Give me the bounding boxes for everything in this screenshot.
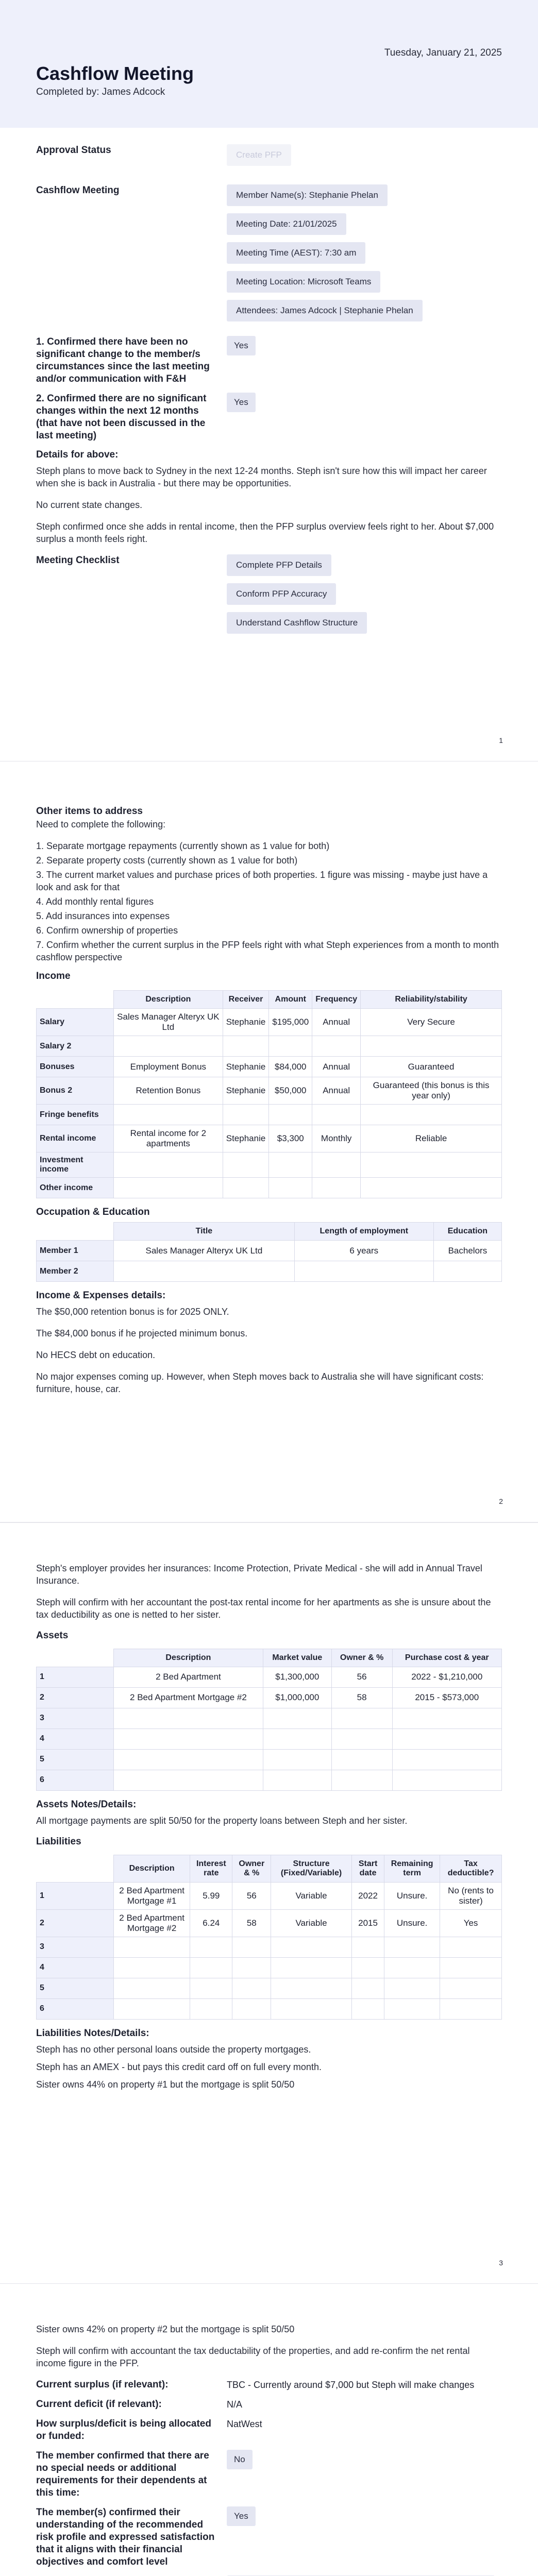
table-cell: Variable bbox=[271, 1909, 352, 1937]
table-cell bbox=[271, 1998, 352, 2019]
table-cell: $1,300,000 bbox=[263, 1667, 331, 1687]
liabilities-notes-para-1: Steph has no other personal loans outside the property mortgages. bbox=[36, 2044, 311, 2055]
table-cell bbox=[384, 1978, 440, 1998]
liabilities-heading: Liabilities bbox=[36, 1836, 81, 1847]
other-items-heading: Other items to address bbox=[36, 806, 143, 817]
table-cell bbox=[384, 1957, 440, 1978]
column-header: Education bbox=[433, 1223, 501, 1241]
income-notes-heading: Income & Expenses details: bbox=[36, 1290, 166, 1301]
column-header: Description bbox=[114, 1855, 190, 1882]
table-cell: 2015 bbox=[352, 1909, 384, 1937]
row-label: 1 bbox=[37, 1667, 114, 1687]
table-cell bbox=[361, 1178, 502, 1198]
table-cell bbox=[269, 1105, 312, 1125]
risk-confirm-value: Yes bbox=[227, 2506, 256, 2526]
column-header: Length of employment bbox=[294, 1223, 433, 1241]
table-cell: 5.99 bbox=[190, 1882, 232, 1909]
list-item: 5. Add insurances into expenses bbox=[36, 911, 170, 922]
table-cell: Bachelors bbox=[433, 1241, 501, 1261]
table-cell: 6 years bbox=[294, 1241, 433, 1261]
table-cell bbox=[352, 1957, 384, 1978]
liabilities-notes-para-3: Sister owns 44% on property #1 but the mortgage is split 50/50 bbox=[36, 2079, 295, 2090]
page-2 bbox=[0, 761, 538, 1522]
approval-status-value: Create PFP bbox=[227, 144, 291, 166]
row-label: Investment income bbox=[37, 1153, 114, 1178]
table-cell bbox=[190, 1998, 232, 2019]
sister-ownership-note: Sister owns 42% on property #2 but the mortgage is split 50/50 bbox=[36, 2324, 295, 2334]
page-title: Cashflow Meeting bbox=[36, 63, 194, 84]
table-cell: 56 bbox=[331, 1667, 392, 1687]
assets-rows bbox=[37, 1667, 502, 1790]
current-surplus-label: Current surplus (if relevant): bbox=[36, 2379, 169, 2390]
table-cell bbox=[440, 1957, 502, 1978]
cashflow-meeting-label: Cashflow Meeting bbox=[36, 185, 120, 196]
table-cell bbox=[263, 1770, 331, 1790]
meeting-checklist-label: Meeting Checklist bbox=[36, 555, 120, 566]
list-item: 7. Confirm whether the current surplus in the PFP feels right with what Steph experiences from a month to month cashflow perspective bbox=[36, 940, 499, 963]
table-cell bbox=[114, 1749, 263, 1770]
table-cell: 2022 bbox=[352, 1882, 384, 1909]
column-header: Title bbox=[114, 1223, 295, 1241]
column-header: Remaining term bbox=[384, 1855, 440, 1882]
table-cell bbox=[392, 1749, 501, 1770]
page-3 bbox=[0, 1522, 538, 2283]
table-cell: Stephanie bbox=[223, 1057, 269, 1077]
accountant-note: Steph will confirm with accountant the tax deductability of the properties, and add re-confirm the net rental income figure in the PFP. bbox=[36, 2345, 470, 2368]
table-cell bbox=[223, 1036, 269, 1057]
list-item: 3. The current market values and purchase prices of both properties. 1 figure was missing - maybe just have a look and ask for that bbox=[36, 870, 488, 893]
table-row bbox=[37, 1077, 502, 1105]
table-cell: $3,300 bbox=[269, 1125, 312, 1153]
row-label: Salary 2 bbox=[37, 1036, 114, 1057]
table-row bbox=[37, 1708, 502, 1728]
table-cell: Reliable bbox=[361, 1125, 502, 1153]
income-notes-para-1: The $50,000 retention bonus is for 2025 ONLY. bbox=[36, 1307, 229, 1317]
table-cell: No (rents to sister) bbox=[440, 1882, 502, 1909]
table-cell: $50,000 bbox=[269, 1077, 312, 1105]
table-cell bbox=[294, 1261, 433, 1282]
column-header: Amount bbox=[269, 991, 312, 1009]
checklist-item-cashflow-structure: Understand Cashflow Structure bbox=[227, 612, 367, 634]
table-cell: Stephanie bbox=[223, 1125, 269, 1153]
table-cell bbox=[384, 1937, 440, 1957]
liabilities-table bbox=[36, 1855, 502, 2020]
column-header: Owner & % bbox=[331, 1649, 392, 1667]
table-cell bbox=[361, 1105, 502, 1125]
table-cell bbox=[114, 1728, 263, 1749]
meeting-attendees: Attendees: James Adcock | Stephanie Phelan bbox=[227, 300, 423, 321]
page-number: 3 bbox=[499, 2258, 503, 2267]
table-corner bbox=[37, 1223, 114, 1241]
table-cell: Unsure. bbox=[384, 1882, 440, 1909]
details-para-1: Steph plans to move back to Sydney in the next 12-24 months. Steph isn't sure how this will impact her career when she is back in Australia - but there may be opportunities. bbox=[36, 466, 487, 488]
details-heading: Details for above: bbox=[36, 449, 119, 460]
table-corner bbox=[37, 1855, 114, 1882]
row-label: 4 bbox=[37, 1957, 114, 1978]
table-cell bbox=[232, 1937, 271, 1957]
column-header: Interest rate bbox=[190, 1855, 232, 1882]
allocation-label: How surplus/deficit is being allocated or funded: bbox=[36, 2418, 211, 2442]
assets-heading: Assets bbox=[36, 1630, 69, 1641]
row-label: Fringe benefits bbox=[37, 1105, 114, 1125]
page-number: 1 bbox=[499, 736, 503, 744]
row-label: 4 bbox=[37, 1728, 114, 1749]
row-label: 6 bbox=[37, 1998, 114, 2019]
income-heading: Income bbox=[36, 971, 71, 982]
table-cell bbox=[232, 1978, 271, 1998]
table-row bbox=[37, 1057, 502, 1077]
rental-income-note: Steph will confirm with her accountant the post-tax rental income for her apartments as she is unsure about the tax deductibility as one is netted to her sister. bbox=[36, 1597, 491, 1620]
question-1-label: 1. Confirmed there have been no significant change to the member/s circumstances since the last meeting and/or communication with F&H bbox=[36, 336, 210, 384]
cashflow-meeting-items bbox=[227, 184, 502, 329]
table-cell bbox=[361, 1036, 502, 1057]
table-cell: Annual bbox=[312, 1057, 361, 1077]
table-row bbox=[37, 1770, 502, 1790]
table-cell bbox=[114, 1178, 223, 1198]
table-row bbox=[37, 1667, 502, 1687]
table-cell: 2022 - $1,210,000 bbox=[392, 1667, 501, 1687]
column-header: Start date bbox=[352, 1855, 384, 1882]
row-label: Rental income bbox=[37, 1125, 114, 1153]
current-deficit-value: N/A bbox=[227, 2399, 243, 2410]
column-header: Owner & % bbox=[232, 1855, 271, 1882]
table-row bbox=[37, 1241, 502, 1261]
liabilities-notes-heading: Liabilities Notes/Details: bbox=[36, 2027, 149, 2039]
checklist-item-pfp-accuracy: Conform PFP Accuracy bbox=[227, 583, 336, 605]
list-item: 2. Separate property costs (currently shown as 1 value for both) bbox=[36, 855, 298, 866]
row-label: Member 2 bbox=[37, 1261, 114, 1282]
table-cell bbox=[223, 1178, 269, 1198]
table-corner bbox=[37, 991, 114, 1009]
table-row bbox=[37, 1125, 502, 1153]
table-cell: Annual bbox=[312, 1077, 361, 1105]
table-cell bbox=[269, 1178, 312, 1198]
table-cell bbox=[271, 1937, 352, 1957]
income-notes-para-4: No major expenses coming up. However, when Steph moves back to Australia she will have significant costs: furniture, house, car. bbox=[36, 1371, 484, 1395]
column-header: Frequency bbox=[312, 991, 361, 1009]
assets-table bbox=[36, 1649, 502, 1791]
dependants-label: The member confirmed that there are no special needs or additional requirements for their dependents at this time: bbox=[36, 2450, 209, 2498]
table-row bbox=[37, 1937, 502, 1957]
table-cell: Sales Manager Alteryx UK Ltd bbox=[114, 1009, 223, 1036]
list-item: 6. Confirm ownership of properties bbox=[36, 925, 178, 936]
table-cell: 2 Bed Apartment Mortgage #2 bbox=[114, 1687, 263, 1708]
table-cell bbox=[232, 1998, 271, 2019]
table-row bbox=[37, 1882, 502, 1909]
table-cell bbox=[312, 1178, 361, 1198]
table-cell bbox=[271, 1957, 352, 1978]
current-deficit-label: Current deficit (if relevant): bbox=[36, 2398, 162, 2410]
table-row bbox=[37, 1728, 502, 1749]
table-cell: Guaranteed bbox=[361, 1057, 502, 1077]
table-cell bbox=[361, 1153, 502, 1178]
table-cell bbox=[269, 1153, 312, 1178]
table-cell bbox=[114, 1261, 295, 1282]
column-header: Reliability/stability bbox=[361, 991, 502, 1009]
table-row bbox=[37, 1261, 502, 1282]
occupation-rows bbox=[37, 1241, 502, 1282]
income-rows bbox=[37, 1009, 502, 1198]
table-cell: 2015 - $573,000 bbox=[392, 1687, 501, 1708]
checklist-item-pfp-details: Complete PFP Details bbox=[227, 554, 331, 576]
row-label: 3 bbox=[37, 1708, 114, 1728]
table-cell bbox=[331, 1770, 392, 1790]
table-cell: Unsure. bbox=[384, 1909, 440, 1937]
table-cell bbox=[263, 1749, 331, 1770]
table-cell bbox=[114, 1708, 263, 1728]
table-row bbox=[37, 1009, 502, 1036]
row-label: 2 bbox=[37, 1909, 114, 1937]
report-header bbox=[0, 0, 538, 128]
table-cell: $84,000 bbox=[269, 1057, 312, 1077]
table-row bbox=[37, 1909, 502, 1937]
table-row bbox=[37, 1036, 502, 1057]
row-label: 5 bbox=[37, 1749, 114, 1770]
table-row bbox=[37, 1978, 502, 1998]
assets-notes-para: All mortgage payments are split 50/50 for the property loans between Steph and her sister. bbox=[36, 1815, 408, 1826]
table-cell bbox=[352, 1998, 384, 2019]
insurance-note: Steph's employer provides her insurances: Income Protection, Private Medical - she will add in Annual Travel Insurance. bbox=[36, 1563, 482, 1586]
table-cell bbox=[312, 1105, 361, 1125]
details-para-3: Steph confirmed once she adds in rental income, then the PFP surplus overview feels right to her. About $7,000 surplus a month feels right. bbox=[36, 521, 494, 544]
row-label: 3 bbox=[37, 1937, 114, 1957]
dependants-value: No bbox=[227, 2450, 253, 2469]
table-cell bbox=[190, 1978, 232, 1998]
table-cell: $1,000,000 bbox=[263, 1687, 331, 1708]
table-cell bbox=[114, 1036, 223, 1057]
table-cell bbox=[263, 1728, 331, 1749]
column-header: Purchase cost & year bbox=[392, 1649, 501, 1667]
table-row bbox=[37, 1178, 502, 1198]
column-header: Structure (Fixed/Variable) bbox=[271, 1855, 352, 1882]
table-header-row bbox=[37, 1223, 502, 1241]
table-cell bbox=[269, 1036, 312, 1057]
table-cell: 58 bbox=[331, 1687, 392, 1708]
column-header: Description bbox=[114, 991, 223, 1009]
completed-by: Completed by: James Adcock bbox=[36, 87, 165, 97]
table-cell bbox=[114, 1153, 223, 1178]
table-cell: 2 Bed Apartment Mortgage #1 bbox=[114, 1882, 190, 1909]
meeting-date: Meeting Date: 21/01/2025 bbox=[227, 213, 346, 235]
table-cell bbox=[114, 1998, 190, 2019]
table-cell bbox=[263, 1708, 331, 1728]
table-cell bbox=[114, 1105, 223, 1125]
meeting-time: Meeting Time (AEST): 7:30 am bbox=[227, 242, 365, 264]
allocation-value: NatWest bbox=[227, 2418, 262, 2429]
table-cell bbox=[114, 1978, 190, 1998]
meeting-location: Meeting Location: Microsoft Teams bbox=[227, 271, 380, 293]
table-header-row bbox=[37, 1855, 502, 1882]
question-2-value: Yes bbox=[227, 393, 256, 412]
table-cell bbox=[440, 1998, 502, 2019]
table-cell bbox=[223, 1153, 269, 1178]
table-cell: Very Secure bbox=[361, 1009, 502, 1036]
income-notes-para-2: The $84,000 bonus if he projected minimum bonus. bbox=[36, 1328, 248, 1339]
table-row bbox=[37, 1749, 502, 1770]
table-cell bbox=[312, 1153, 361, 1178]
table-cell bbox=[312, 1036, 361, 1057]
table-cell: 58 bbox=[232, 1909, 271, 1937]
table-cell bbox=[114, 1957, 190, 1978]
page-4 bbox=[0, 2283, 538, 2576]
table-cell bbox=[331, 1708, 392, 1728]
question-2-label: 2. Confirmed there are no significant changes within the next 12 months (that have not been discussed in the last meeting) bbox=[36, 393, 207, 441]
table-cell bbox=[440, 1937, 502, 1957]
details-para-2: No current state changes. bbox=[36, 500, 143, 510]
column-header: Market value bbox=[263, 1649, 331, 1667]
row-label: Bonuses bbox=[37, 1057, 114, 1077]
occupation-heading: Occupation & Education bbox=[36, 1207, 150, 1218]
table-cell: Stephanie bbox=[223, 1009, 269, 1036]
table-cell: Yes bbox=[440, 1909, 502, 1937]
approval-status-label: Approval Status bbox=[36, 145, 111, 156]
row-label: Member 1 bbox=[37, 1241, 114, 1261]
table-cell bbox=[190, 1937, 232, 1957]
table-cell bbox=[352, 1978, 384, 1998]
table-cell: Retention Bonus bbox=[114, 1077, 223, 1105]
row-label: 6 bbox=[37, 1770, 114, 1790]
row-label: 1 bbox=[37, 1882, 114, 1909]
page-1 bbox=[0, 0, 538, 761]
meeting-member-names: Member Name(s): Stephanie Phelan bbox=[227, 184, 388, 206]
assets-notes-heading: Assets Notes/Details: bbox=[36, 1799, 137, 1810]
table-header-row bbox=[37, 1649, 502, 1667]
table-row bbox=[37, 1105, 502, 1125]
row-label: 5 bbox=[37, 1978, 114, 1998]
report-date: Tuesday, January 21, 2025 bbox=[384, 47, 502, 58]
table-cell: 56 bbox=[232, 1882, 271, 1909]
other-items-intro: Need to complete the following: bbox=[36, 819, 166, 830]
list-item: 1. Separate mortgage repayments (currently shown as 1 value for both) bbox=[36, 841, 330, 852]
table-row bbox=[37, 1153, 502, 1178]
table-cell bbox=[392, 1728, 501, 1749]
table-cell: Stephanie bbox=[223, 1077, 269, 1105]
table-cell bbox=[392, 1708, 501, 1728]
table-cell: Guaranteed (this bonus is this year only) bbox=[361, 1077, 502, 1105]
row-label: Bonus 2 bbox=[37, 1077, 114, 1105]
table-corner bbox=[37, 1649, 114, 1667]
table-cell bbox=[114, 1770, 263, 1790]
question-1-value: Yes bbox=[227, 336, 256, 355]
table-cell bbox=[392, 1770, 501, 1790]
liabilities-notes-para-2: Steph has an AMEX - but pays this credit card off on full every month. bbox=[36, 2061, 322, 2072]
liabilities-rows bbox=[37, 1882, 502, 2019]
table-cell: Employment Bonus bbox=[114, 1057, 223, 1077]
table-cell bbox=[384, 1998, 440, 2019]
other-items-list bbox=[36, 840, 502, 963]
row-label: Other income bbox=[37, 1178, 114, 1198]
income-table bbox=[36, 990, 502, 1198]
table-cell bbox=[232, 1957, 271, 1978]
table-cell bbox=[433, 1261, 501, 1282]
table-cell: Monthly bbox=[312, 1125, 361, 1153]
table-cell: $195,000 bbox=[269, 1009, 312, 1036]
meeting-checklist-items bbox=[227, 554, 502, 641]
table-cell: Variable bbox=[271, 1882, 352, 1909]
table-cell bbox=[331, 1749, 392, 1770]
occupation-table bbox=[36, 1222, 502, 1282]
table-cell bbox=[271, 1978, 352, 1998]
table-cell bbox=[440, 1978, 502, 1998]
table-cell: 2 Bed Apartment bbox=[114, 1667, 263, 1687]
table-cell: Rental income for 2 apartments bbox=[114, 1125, 223, 1153]
table-header-row bbox=[37, 991, 502, 1009]
page-number: 2 bbox=[499, 1497, 503, 1506]
table-row bbox=[37, 1687, 502, 1708]
row-label: 2 bbox=[37, 1687, 114, 1708]
table-cell bbox=[190, 1957, 232, 1978]
table-row bbox=[37, 1957, 502, 1978]
table-row bbox=[37, 1998, 502, 2019]
table-cell bbox=[114, 1937, 190, 1957]
column-header: Receiver bbox=[223, 991, 269, 1009]
column-header: Description bbox=[114, 1649, 263, 1667]
table-cell: Annual bbox=[312, 1009, 361, 1036]
table-cell: 2 Bed Apartment Mortgage #2 bbox=[114, 1909, 190, 1937]
income-notes-para-3: No HECS debt on education. bbox=[36, 1350, 156, 1361]
table-cell: Sales Manager Alteryx UK Ltd bbox=[114, 1241, 295, 1261]
table-cell bbox=[331, 1728, 392, 1749]
table-cell bbox=[352, 1937, 384, 1957]
risk-confirm-label: The member(s) confirmed their understanding of the recommended risk profile and expressed satisfaction that it aligns with their financial objectives and comfort level bbox=[36, 2506, 215, 2567]
table-cell: 6.24 bbox=[190, 1909, 232, 1937]
row-label: Salary bbox=[37, 1009, 114, 1036]
table-cell bbox=[223, 1105, 269, 1125]
column-header: Tax deductible? bbox=[440, 1855, 502, 1882]
current-surplus-value: TBC - Currently around $7,000 but Steph will make changes bbox=[227, 2379, 475, 2390]
list-item: 4. Add monthly rental figures bbox=[36, 896, 154, 907]
